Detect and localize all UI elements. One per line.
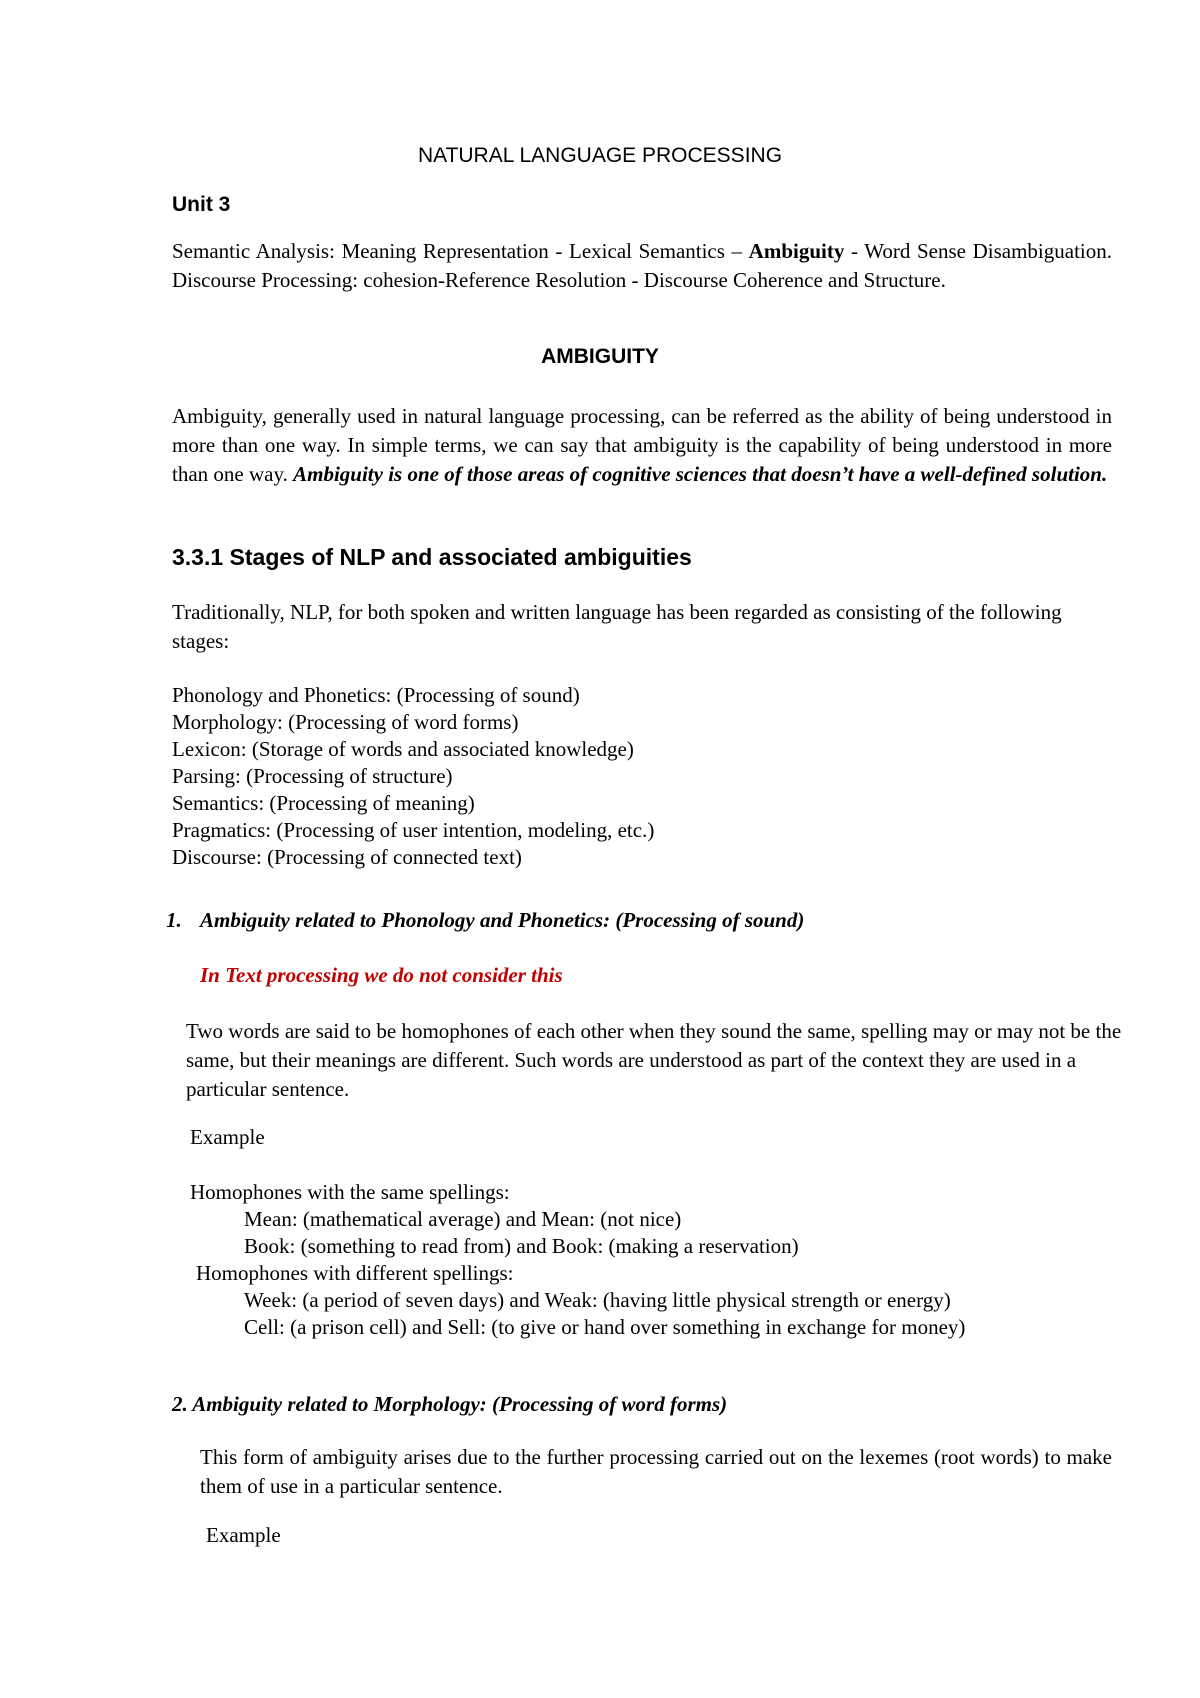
intro-emphasis: Ambiguity is one of those areas of cognitive sciences that doesn’t have a well-defined solution. (293, 462, 1108, 486)
item2-example-label: Example (206, 1523, 281, 1547)
unit-label: Unit 3 (172, 193, 231, 216)
list-item: Pragmatics: (Processing of user intention, modeling, etc.) (172, 818, 655, 842)
item2-body: This form of ambiguity arises due to the further processing carried out on the lexemes (root words) to make them of use in a particular sentence. (200, 1445, 1112, 1498)
item1-number: 1. (166, 908, 182, 932)
item1-heading: Ambiguity related to Phonology and Phonetics: (Processing of sound) (200, 908, 805, 932)
stages-list (172, 682, 654, 871)
syllabus-bold-term: Ambiguity (748, 239, 845, 263)
list-item: Week: (a period of seven days) and Weak: (having little physical strength or energy) (244, 1288, 951, 1312)
subsection-heading: 3.3.1 Stages of NLP and associated ambiguities (172, 544, 692, 570)
intro-text: Ambiguity, generally used in natural language processing, can be referred as the ability of being understood in more than one way. In simple terms, we can say that ambiguity is the capability of being understood in more than one way. (172, 404, 1112, 486)
list-item: Mean: (mathematical average) and Mean: (not nice) (244, 1207, 682, 1231)
stages-intro: Traditionally, NLP, for both spoken and written language has been regarded as consisting of the following stages: (172, 600, 1062, 653)
item2-heading: 2. Ambiguity related to Morphology: (Processing of word forms) (172, 1392, 728, 1416)
item1-example-label: Example (190, 1125, 265, 1149)
list-item: Discourse: (Processing of connected text) (172, 845, 522, 869)
list-item: Semantics: (Processing of meaning) (172, 791, 475, 815)
syllabus-text-2: - Word Sense Disambiguation. Discourse Processing: cohesion-Reference Resolution - Discourse Coherence and Structure. (172, 239, 1112, 292)
same-spelling-label: Homophones with the same spellings: (190, 1180, 510, 1204)
document-title: NATURAL LANGUAGE PROCESSING (417, 144, 783, 167)
item1-body: Two words are said to be homophones of each other when they sound the same, spelling may or may not be the same, but their meanings are different. Such words are understood as part of the context they are used in a particular sentence. (186, 1019, 1122, 1101)
list-item: Phonology and Phonetics: (Processing of sound) (172, 683, 580, 707)
list-item: Book: (something to read from) and Book: (making a reservation) (244, 1234, 799, 1258)
syllabus-paragraph (172, 237, 1112, 295)
list-item: Lexicon: (Storage of words and associated knowledge) (172, 737, 634, 761)
syllabus-text-1: Semantic Analysis: Meaning Representation - Lexical Semantics – (172, 239, 749, 263)
intro-paragraph (172, 402, 1112, 489)
item1-note: In Text processing we do not consider this (200, 963, 563, 987)
list-item: Parsing: (Processing of structure) (172, 764, 453, 788)
section-heading: AMBIGUITY (541, 345, 659, 368)
list-item: Morphology: (Processing of word forms) (172, 710, 519, 734)
list-item: Cell: (a prison cell) and Sell: (to give or hand over something in exchange for money) (244, 1315, 966, 1339)
diff-spelling-label: Homophones with different spellings: (196, 1261, 514, 1285)
